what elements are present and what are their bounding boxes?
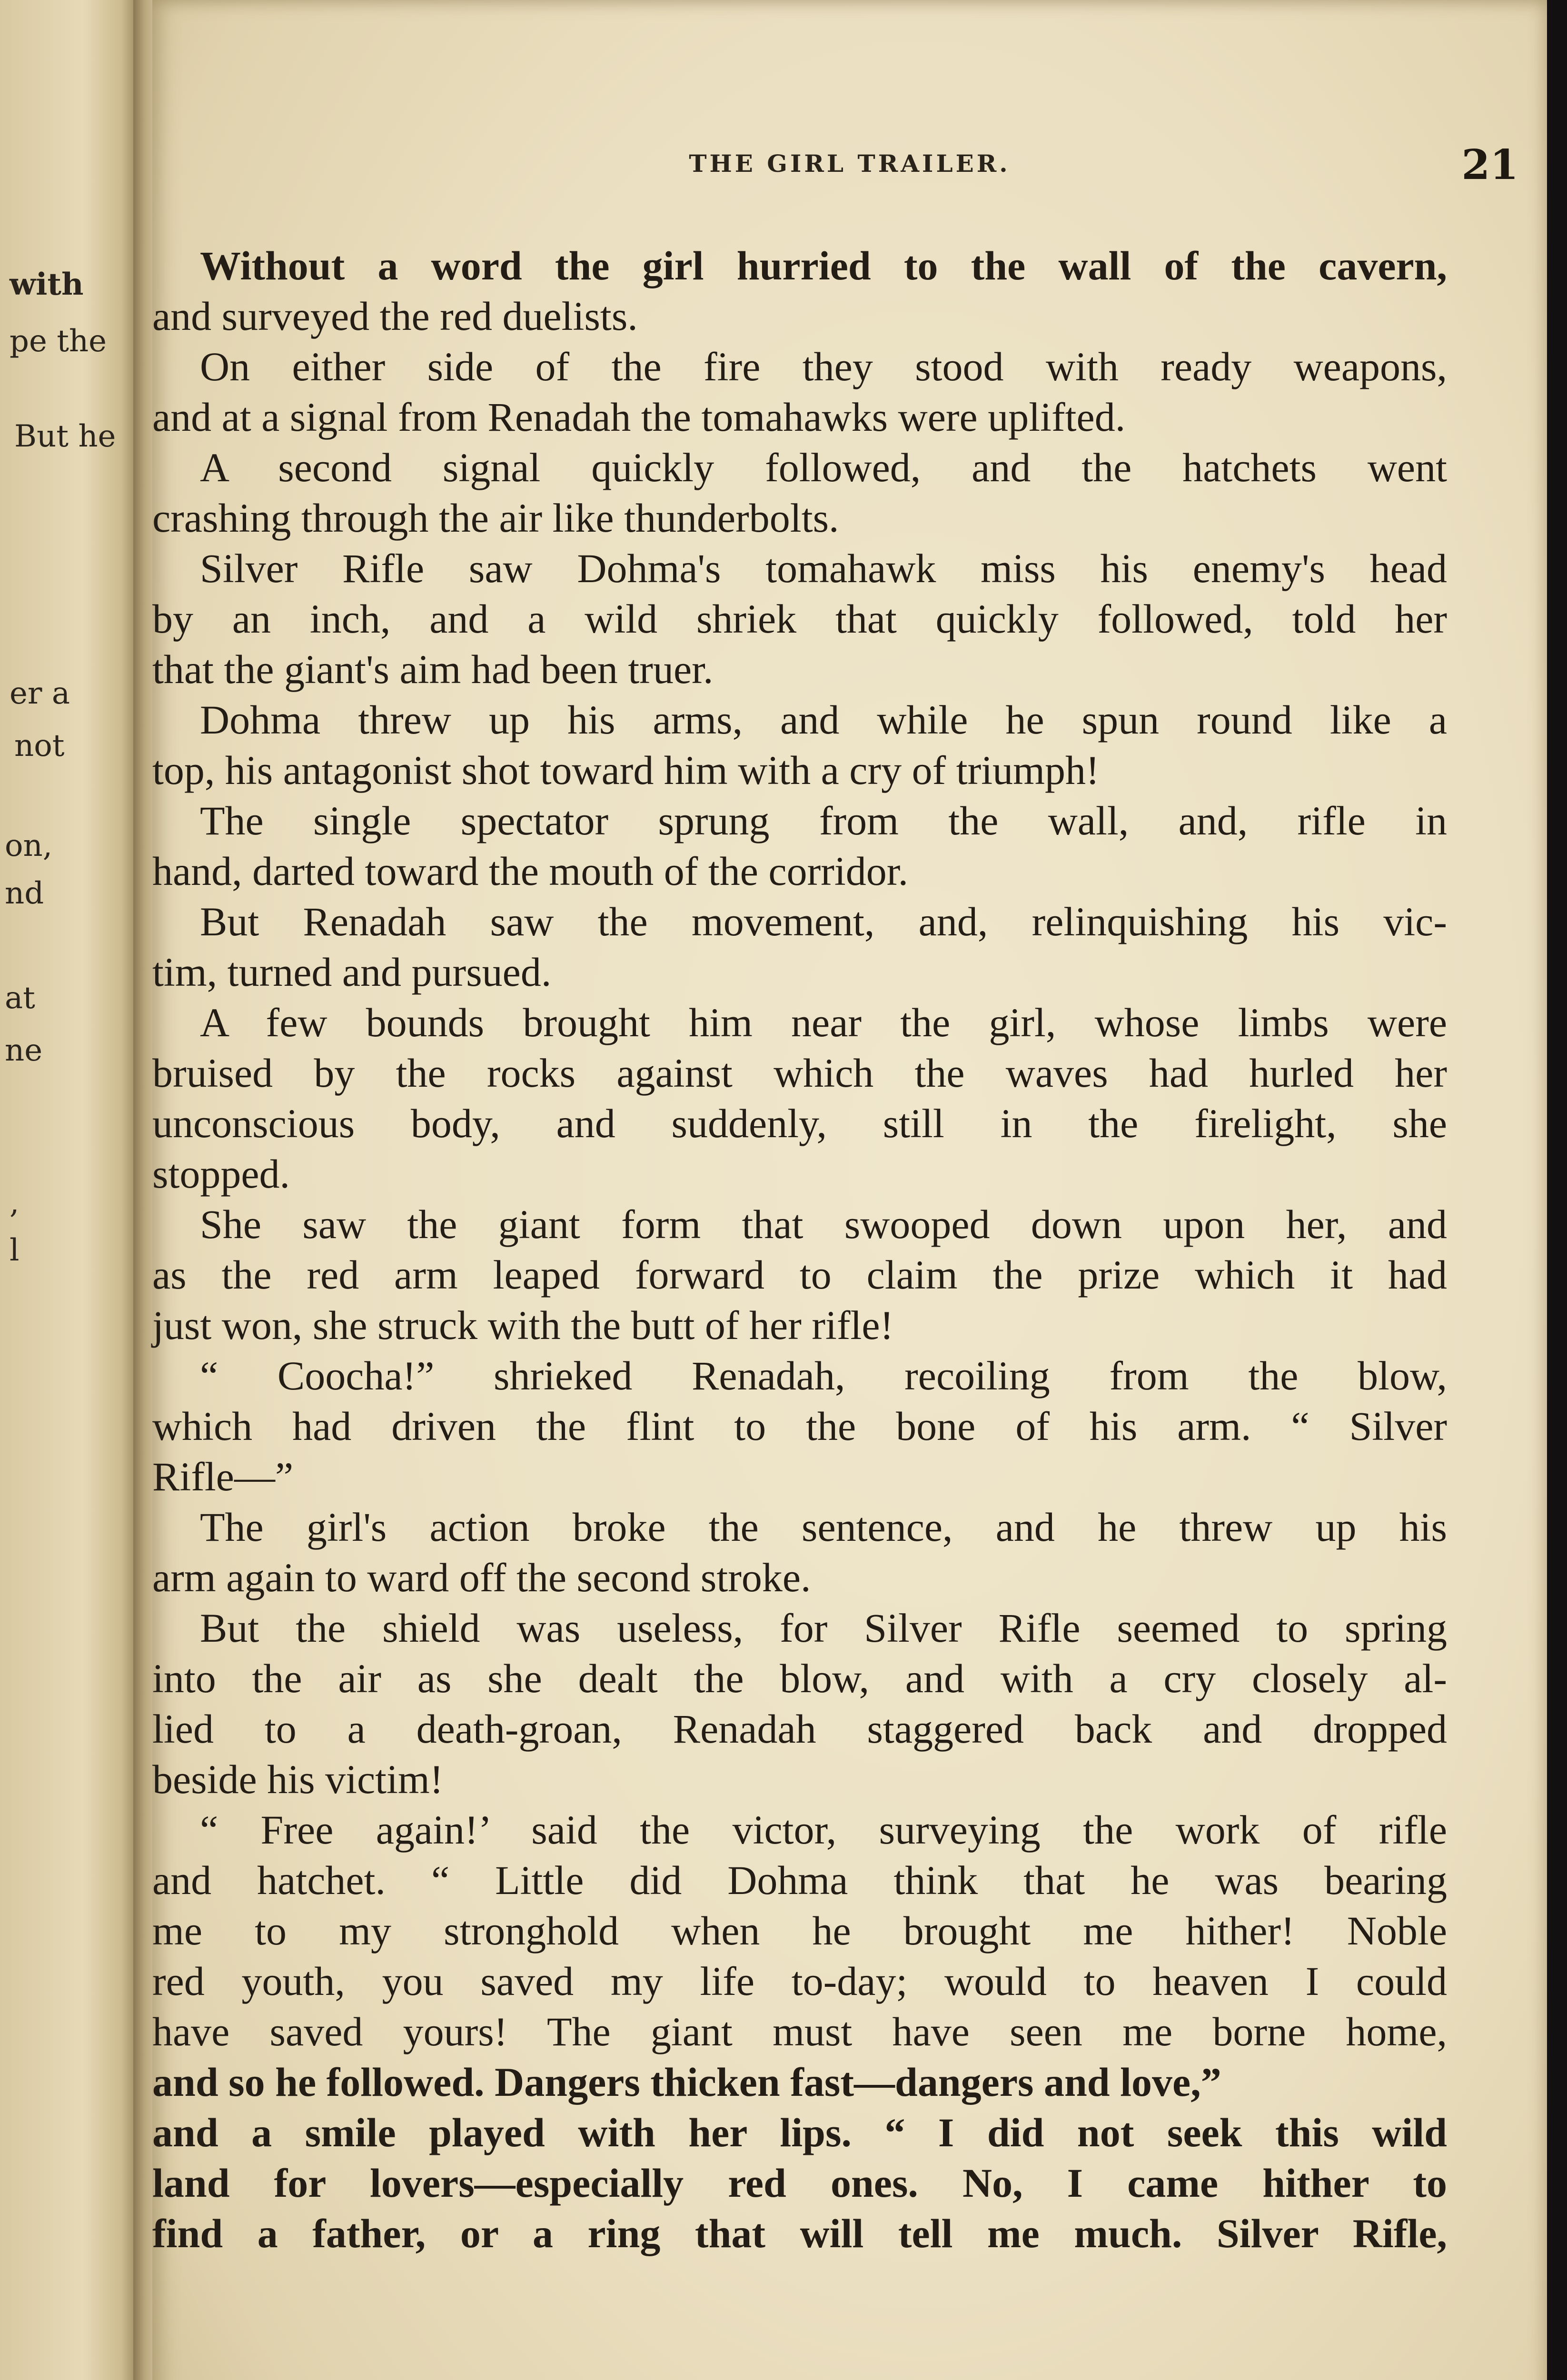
left-fragment: on, [5, 828, 53, 863]
text-line: red youth, you saved my life to-day; would to heaven I could [152, 1958, 1447, 2004]
text-line: as the red arm leaped forward to claim the prize which it had [152, 1252, 1447, 1298]
text-line: A few bounds brought him near the girl, whose limbs were [200, 1000, 1447, 1045]
running-title: THE GIRL TRAILER. [689, 149, 1011, 178]
left-fragment: But he [14, 419, 116, 454]
left-fragment: nd [5, 876, 44, 911]
left-page-edge [0, 0, 138, 2380]
text-line: and surveyed the red duelists. [152, 293, 638, 339]
text-line: find a father, or a ring that will tell me much. Silver Rifle, [152, 2211, 1447, 2256]
page-header [152, 141, 1547, 189]
text-line: just won, she struck with the butt of her rifle! [152, 1302, 894, 1348]
left-fragment: er a [10, 676, 70, 711]
left-fragment: ne [5, 1033, 43, 1068]
text-line: land for lovers—especially red ones. No, I came hither to [152, 2160, 1447, 2206]
text-line: into the air as she dealt the blow, and with a cry closely al- [152, 1656, 1447, 1701]
text-line: which had driven the flint to the bone of his arm. “ Silver [152, 1403, 1447, 1449]
text-line: The single spectator sprung from the wall, and, rifle in [200, 798, 1447, 843]
text-line: But Renadah saw the movement, and, relinquishing his vic- [200, 899, 1447, 944]
text-line: arm again to ward off the second stroke. [152, 1555, 811, 1600]
text-line: stopped. [152, 1151, 290, 1197]
text-line: top, his antagonist shot toward him with a cry of triumph! [152, 747, 1100, 793]
text-line: hand, darted toward the mouth of the corridor. [152, 848, 909, 894]
text-line: Without a word the girl hurried to the wall of the cavern, [200, 243, 1447, 288]
text-line: On either side of the fire they stood with ready weapons, [200, 344, 1447, 389]
text-line: The girl's action broke the sentence, and he threw up his [200, 1504, 1447, 1550]
text-line: Dohma threw up his arms, and while he spun round like a [200, 697, 1447, 743]
left-fragment: pe the [10, 324, 107, 359]
text-line: “ Coocha!” shrieked Renadah, recoiling from the blow, [200, 1353, 1447, 1398]
text-line: and hatchet. “ Little did Dohma think that he was bearing [152, 1857, 1447, 1903]
text-line: unconscious body, and suddenly, still in the firelight, she [152, 1101, 1447, 1146]
text-line: Silver Rifle saw Dohma's tomahawk miss his enemy's head [200, 545, 1447, 591]
text-line: tim, turned and pursued. [152, 949, 552, 995]
book-page [152, 0, 1547, 2380]
text-line: bruised by the rocks against which the waves had hurled her [152, 1050, 1447, 1096]
text-line: me to my stronghold when he brought me hither! Noble [152, 1908, 1447, 1954]
text-line: that the giant's aim had been truer. [152, 646, 714, 692]
text-line: beside his victim! [152, 1756, 444, 1802]
text-line: Rifle—” [152, 1454, 294, 1499]
left-fragment: , [10, 1185, 20, 1220]
text-line: by an inch, and a wild shriek that quickly followed, told her [152, 596, 1447, 642]
scan-right-edge [1547, 0, 1567, 2380]
left-fragment: at [5, 981, 35, 1016]
text-line: and so he followed. Dangers thicken fast—dangers and love,” [152, 2059, 1221, 2105]
left-fragment: l [10, 1233, 20, 1268]
text-line: and a smile played with her lips. “ I did not seek this wild [152, 2110, 1447, 2155]
left-fragment: not [14, 728, 65, 764]
text-line: lied to a death-groan, Renadah staggered back and dropped [152, 1706, 1447, 1752]
text-line: and at a signal from Renadah the tomahawks were uplifted. [152, 394, 1126, 440]
text-line: She saw the giant form that swooped down upon her, and [200, 1201, 1447, 1247]
left-fragment: with [10, 267, 84, 302]
text-line: A second signal quickly followed, and the hatchets went [200, 445, 1447, 490]
text-line: crashing through the air like thunderbolts. [152, 495, 839, 541]
page-number: 21 [1461, 141, 1518, 189]
text-line: “ Free again!’ said the victor, surveying the work of rifle [200, 1807, 1447, 1853]
text-line: have saved yours! The giant must have seen me borne home, [152, 2009, 1447, 2054]
text-line: But the shield was useless, for Silver Rifle seemed to spring [200, 1605, 1447, 1651]
